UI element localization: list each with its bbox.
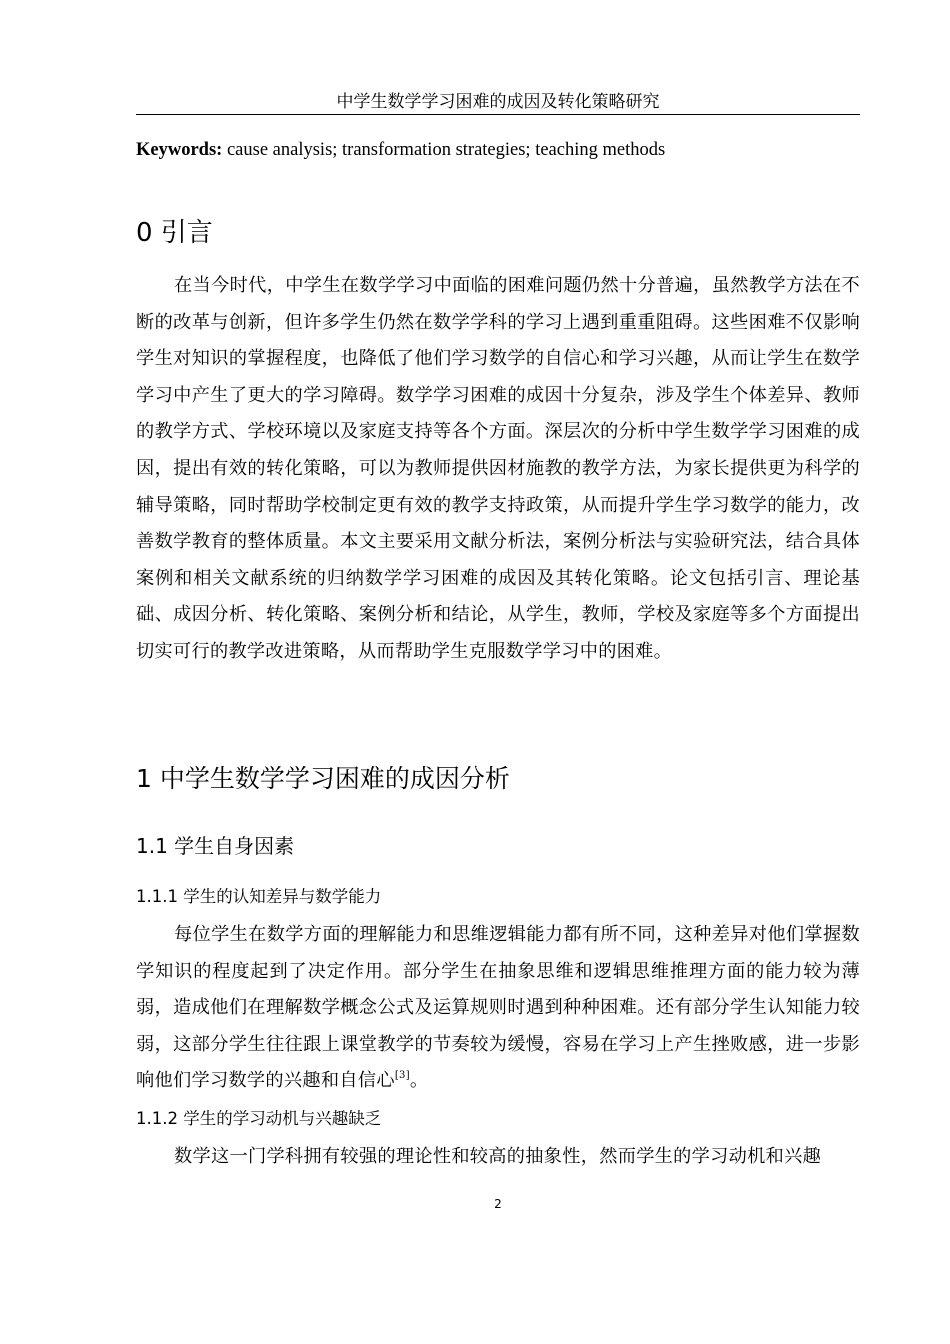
section-1-1-2-heading: 1.1.2 学生的学习动机与兴趣缺乏	[136, 1109, 382, 1128]
page-number: 2	[494, 1197, 502, 1211]
section-1-1-1-heading: 1.1.1 学生的认知差异与数学能力	[136, 887, 382, 906]
intro-paragraph: 在当今时代，中学生在数学学习中面临的困难问题仍然十分普遍，虽然教学方法在不断的改革与创新，但许多学生仍然在数学学科的学习上遇到重重阻碍。这些困难不仅影响学生对知识的掌握程度，也降低了他们学习数学的自信心和学习兴趣，从而让学生在数学学习中产生了更大的学习障碍。数学学习困难的成因十分复杂，涉及学生个体差异、教师的教学方式、学校环境以及家庭支持等各个方面。深层次的分析中学生数学学习困难的成因，提出有效的转化策略，可以为教师提供因材施教的教学方法，为家长提供更为科学的辅导策略，同时帮助学校制定更有效的教学支持政策，从而提升学生学习数学的能力，改善数学教育的整体质量。本文主要采用文献分析法，案例分析法与实验研究法，结合具体案例和相关文献系统的归纳数学学习困难的成因及其转化策略。论文包括引言、理论基础、成因分析、转化策略、案例分析和结论，从学生，教师，学校及家庭等多个方面提出切实可行的教学改进策略，从而帮助学生克服数学学习中的困难。	[136, 275, 860, 662]
keywords-label: Keywords:	[136, 140, 223, 160]
header-divider	[136, 114, 860, 115]
section-1-1-2-paragraph: 数学这一门学科拥有较强的理论性和较高的抽象性，然而学生的学习动机和兴趣	[174, 1146, 822, 1167]
keywords-line	[136, 137, 860, 163]
citation-reference: [3]	[394, 1070, 410, 1082]
running-header: 中学生数学学习困难的成因及转化策略研究	[336, 92, 660, 112]
section-1-1-1-paragraph	[136, 917, 860, 1100]
section-1-heading: 1 中学生数学学习困难的成因分析	[136, 764, 510, 793]
section-1-1-heading: 1.1 学生自身因素	[136, 834, 295, 858]
section-1-1-1-text: 每位学生在数学方面的理解能力和思维逻辑能力都有所不同，这种差异对他们掌握数学知识的程度起到了决定作用。部分学生在抽象思维和逻辑思维推理方面的能力较为薄弱，造成他们在理解数学概念公式及运算规则时遇到种种困难。还有部分学生认知能力较弱，这部分学生往往跟上课堂教学的节奏较为缓慢，容易在学习上产生挫败感，进一步影响他们学习数学的兴趣和自信心	[136, 924, 860, 1092]
sentence-end: 。	[409, 1070, 429, 1092]
keywords-text: cause analysis; transformation strategies; teaching methods	[222, 140, 666, 160]
intro-heading: 0 引言	[136, 218, 213, 248]
